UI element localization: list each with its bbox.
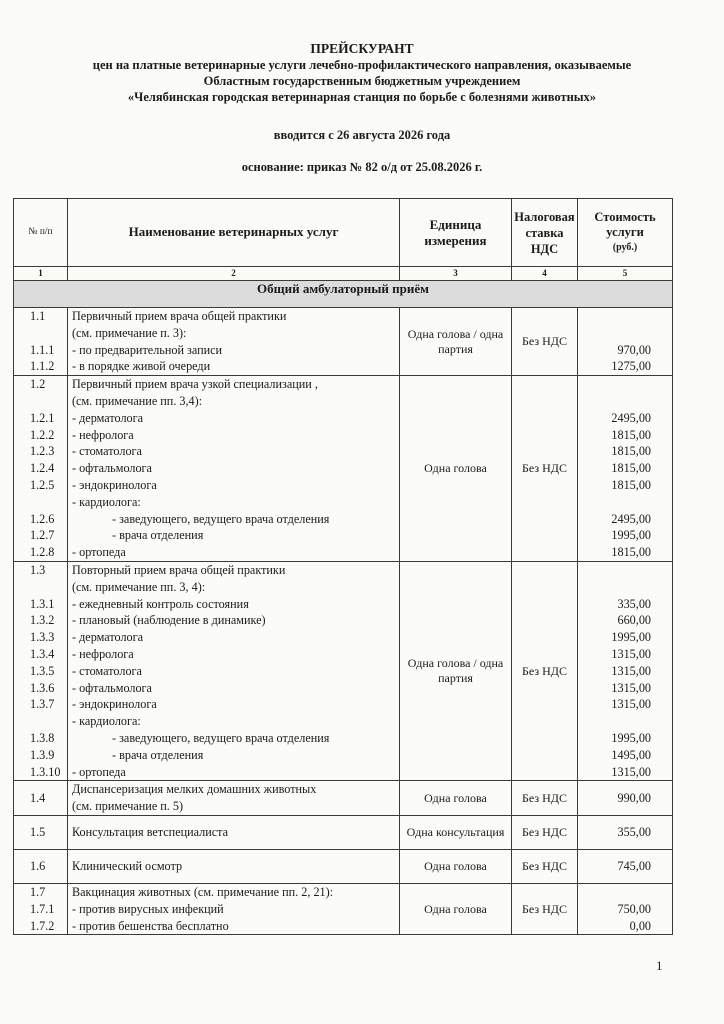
effective-date: вводится с 26 августа 2026 года bbox=[273, 128, 451, 142]
service-price bbox=[578, 562, 651, 579]
service-price: 1995,00 bbox=[611, 730, 651, 745]
service-name: Вакцинация животных (см. примечание пп. 2, 21): bbox=[72, 884, 334, 899]
service-price: 1315,00 bbox=[611, 680, 651, 695]
price-table bbox=[13, 198, 673, 935]
item-number: 1.2 bbox=[30, 377, 46, 392]
service-name: - офтальмолога bbox=[72, 680, 152, 695]
item-number: 1.1.2 bbox=[30, 359, 55, 374]
service-price: 1815,00 bbox=[611, 477, 651, 492]
service-price: 970,00 bbox=[617, 342, 651, 357]
service-price: 745,00 bbox=[578, 849, 673, 883]
table-row bbox=[14, 883, 673, 934]
service-price: 1815,00 bbox=[611, 427, 651, 442]
service-name: - ежедневный контроль состояния bbox=[72, 596, 249, 611]
item-number: 1.1.1 bbox=[30, 342, 55, 357]
item-number: 1.2.3 bbox=[30, 444, 55, 459]
price-header-unit: (руб.) bbox=[612, 242, 638, 253]
item-number: 1.3 bbox=[30, 562, 46, 577]
col-header-no: № п/п bbox=[14, 199, 68, 267]
service-price: 1315,00 bbox=[611, 764, 651, 779]
item-number: 1.3.3 bbox=[30, 630, 55, 645]
col-index: 5 bbox=[578, 267, 673, 281]
item-number: 1.3.6 bbox=[30, 680, 55, 695]
service-name: Первичный прием врача общей практики bbox=[72, 309, 287, 323]
item-number bbox=[30, 579, 67, 596]
service-name: Повторный прием врача общей практики bbox=[72, 562, 286, 577]
service-price bbox=[578, 884, 651, 901]
item-number: 1.3.10 bbox=[30, 764, 61, 779]
service-name: Диспансеризация мелких домашних животных bbox=[72, 782, 317, 797]
service-price: 1815,00 bbox=[611, 545, 651, 560]
item-number bbox=[30, 713, 67, 730]
header-line-3: «Челябинская городская ветеринарная станция по борьбе с болезнями животных» bbox=[127, 90, 597, 104]
service-price bbox=[578, 393, 651, 410]
unit-cell: Одна голова / одна партия bbox=[400, 308, 512, 376]
service-price bbox=[578, 308, 651, 325]
section-title: Общий амбулаторный приём bbox=[14, 281, 673, 308]
service-name: - заведующего, ведущего врача отделения bbox=[112, 511, 330, 526]
service-name: - дерматолога bbox=[72, 410, 144, 425]
price-cell bbox=[578, 561, 673, 780]
item-number: 1.3.5 bbox=[30, 663, 55, 678]
section-row bbox=[14, 281, 673, 308]
service-name-cell bbox=[68, 781, 400, 816]
header-line-1: цен на платные ветеринарные услуги лечебно-профилактического направления, оказываемые bbox=[92, 58, 632, 72]
col-index: 3 bbox=[400, 267, 512, 281]
item-number: 1.2.5 bbox=[30, 477, 55, 492]
service-price: 2495,00 bbox=[611, 410, 651, 425]
col-header-vat: Налоговая ставка НДС bbox=[512, 199, 578, 267]
item-number: 1.2.8 bbox=[30, 545, 55, 560]
service-price bbox=[578, 713, 651, 730]
price-cell bbox=[578, 308, 673, 376]
service-price bbox=[578, 579, 651, 596]
document-title: ПРЕЙСКУРАНТ bbox=[310, 41, 414, 56]
service-name: - по предварительной записи bbox=[72, 342, 223, 357]
item-number bbox=[30, 393, 67, 410]
service-name: - врача отделения bbox=[112, 747, 204, 762]
service-name: - стоматолога bbox=[72, 663, 142, 678]
service-name: - нефролога bbox=[72, 646, 134, 661]
service-name: - кардиолога: bbox=[72, 714, 141, 729]
item-number: 1.6 bbox=[14, 849, 68, 883]
service-price: 1815,00 bbox=[611, 444, 651, 459]
service-name-cell bbox=[68, 376, 400, 562]
col-index: 2 bbox=[68, 267, 400, 281]
table-row bbox=[14, 561, 673, 780]
col-header-price bbox=[578, 199, 673, 267]
service-price bbox=[578, 494, 651, 511]
price-header-label: Стоимость услуги bbox=[594, 210, 656, 239]
table-row bbox=[14, 308, 673, 376]
document-header bbox=[0, 41, 724, 105]
service-price: 335,00 bbox=[617, 596, 651, 611]
table-row bbox=[14, 849, 673, 883]
table-header-row bbox=[14, 199, 673, 267]
service-name: - эндокринолога bbox=[72, 697, 157, 712]
unit-cell: Одна голова bbox=[400, 849, 512, 883]
col-index: 4 bbox=[512, 267, 578, 281]
service-name: Клинический осмотр bbox=[72, 859, 183, 873]
table-row bbox=[14, 781, 673, 816]
item-number: 1.7.2 bbox=[30, 918, 55, 933]
item-number: 1.3.1 bbox=[30, 596, 55, 611]
item-number-cell bbox=[14, 561, 68, 780]
page-number: 1 bbox=[656, 958, 663, 973]
service-note: (см. примечание п. 5) bbox=[72, 799, 184, 814]
service-price: 1995,00 bbox=[611, 528, 651, 543]
service-name-cell bbox=[68, 849, 400, 883]
item-number bbox=[30, 325, 67, 342]
service-price: 1495,00 bbox=[611, 747, 651, 762]
price-cell bbox=[578, 376, 673, 562]
item-number-cell bbox=[14, 376, 68, 562]
service-price bbox=[578, 376, 651, 393]
item-number: 1.3.2 bbox=[30, 613, 55, 628]
service-name: - нефролога bbox=[72, 427, 134, 442]
service-price: 1995,00 bbox=[611, 630, 651, 645]
service-name: - кардиолога: bbox=[72, 494, 141, 509]
service-price: 355,00 bbox=[578, 815, 673, 849]
service-name-cell bbox=[68, 815, 400, 849]
service-price: 0,00 bbox=[629, 918, 651, 933]
service-name: (см. примечание п. 3): bbox=[72, 325, 187, 340]
service-name-cell bbox=[68, 561, 400, 780]
vat-cell: Без НДС bbox=[512, 883, 578, 934]
service-name: - заведующего, ведущего врача отделения bbox=[112, 730, 330, 745]
service-name: - против вирусных инфекций bbox=[72, 901, 224, 916]
service-name-cell bbox=[68, 308, 400, 376]
unit-cell: Одна голова bbox=[400, 781, 512, 816]
vat-cell: Без НДС bbox=[512, 308, 578, 376]
service-price: 1315,00 bbox=[611, 697, 651, 712]
price-cell bbox=[578, 883, 673, 934]
item-number: 1.7 bbox=[30, 884, 46, 899]
service-price: 1315,00 bbox=[611, 646, 651, 661]
col-header-name: Наименование ветеринарных услуг bbox=[68, 199, 400, 267]
service-name: - плановый (наблюдение в динамике) bbox=[72, 613, 266, 628]
item-number-cell bbox=[14, 308, 68, 376]
item-number bbox=[30, 494, 67, 511]
item-number-cell bbox=[14, 883, 68, 934]
service-price: 2495,00 bbox=[611, 511, 651, 526]
service-price: 750,00 bbox=[617, 901, 651, 916]
header-line-2: Областным государственным бюджетным учреждением bbox=[203, 74, 521, 88]
item-number: 1.2.7 bbox=[30, 528, 55, 543]
service-price: 660,00 bbox=[617, 613, 651, 628]
item-number: 1.2.4 bbox=[30, 461, 55, 476]
service-price: 1815,00 bbox=[611, 461, 651, 476]
col-index: 1 bbox=[14, 267, 68, 281]
item-number: 1.3.4 bbox=[30, 646, 55, 661]
unit-cell: Одна голова bbox=[400, 376, 512, 562]
service-name: - врача отделения bbox=[112, 528, 204, 543]
vat-cell: Без НДС bbox=[512, 561, 578, 780]
service-name: - эндокринолога bbox=[72, 477, 157, 492]
item-number: 1.5 bbox=[14, 815, 68, 849]
item-number: 1.3.9 bbox=[30, 747, 55, 762]
item-number: 1.4 bbox=[14, 781, 68, 816]
service-name: - ортопеда bbox=[72, 545, 126, 560]
unit-cell: Одна голова bbox=[400, 883, 512, 934]
basis-order: основание: приказ № 82 о/д от 25.08.2026 г. bbox=[241, 160, 483, 174]
service-price bbox=[578, 325, 651, 342]
vat-cell: Без НДС bbox=[512, 849, 578, 883]
service-name: - ортопеда bbox=[72, 764, 126, 779]
item-number: 1.2.6 bbox=[30, 511, 55, 526]
service-price: 1275,00 bbox=[611, 359, 651, 374]
unit-cell: Одна консультация bbox=[400, 815, 512, 849]
vat-cell: Без НДС bbox=[512, 815, 578, 849]
service-price: 1315,00 bbox=[611, 663, 651, 678]
service-name: (см. примечание пп. 3,4): bbox=[72, 393, 203, 408]
service-name: - офтальмолога bbox=[72, 461, 152, 476]
item-number: 1.2.2 bbox=[30, 427, 55, 442]
service-name: Первичный прием врача узкой специализации , bbox=[72, 377, 318, 392]
item-number: 1.1 bbox=[30, 309, 46, 323]
table-row bbox=[14, 376, 673, 562]
table-row bbox=[14, 815, 673, 849]
service-name: - дерматолога bbox=[72, 630, 144, 645]
col-header-unit: Единица измерения bbox=[400, 199, 512, 267]
item-number: 1.3.7 bbox=[30, 697, 55, 712]
vat-cell: Без НДС bbox=[512, 376, 578, 562]
service-name: (см. примечание пп. 3, 4): bbox=[72, 579, 206, 594]
service-price: 990,00 bbox=[578, 781, 673, 816]
service-name: Консультация ветспециалиста bbox=[72, 825, 229, 839]
vat-cell: Без НДС bbox=[512, 781, 578, 816]
service-name: - в порядке живой очереди bbox=[72, 359, 211, 374]
item-number: 1.2.1 bbox=[30, 410, 55, 425]
item-number: 1.3.8 bbox=[30, 730, 55, 745]
service-name-cell bbox=[68, 883, 400, 934]
service-name: - стоматолога bbox=[72, 444, 142, 459]
item-number: 1.7.1 bbox=[30, 901, 55, 916]
unit-cell: Одна голова / одна партия bbox=[400, 561, 512, 780]
service-name: - против бешенства бесплатно bbox=[72, 918, 229, 933]
column-index-row bbox=[14, 267, 673, 281]
